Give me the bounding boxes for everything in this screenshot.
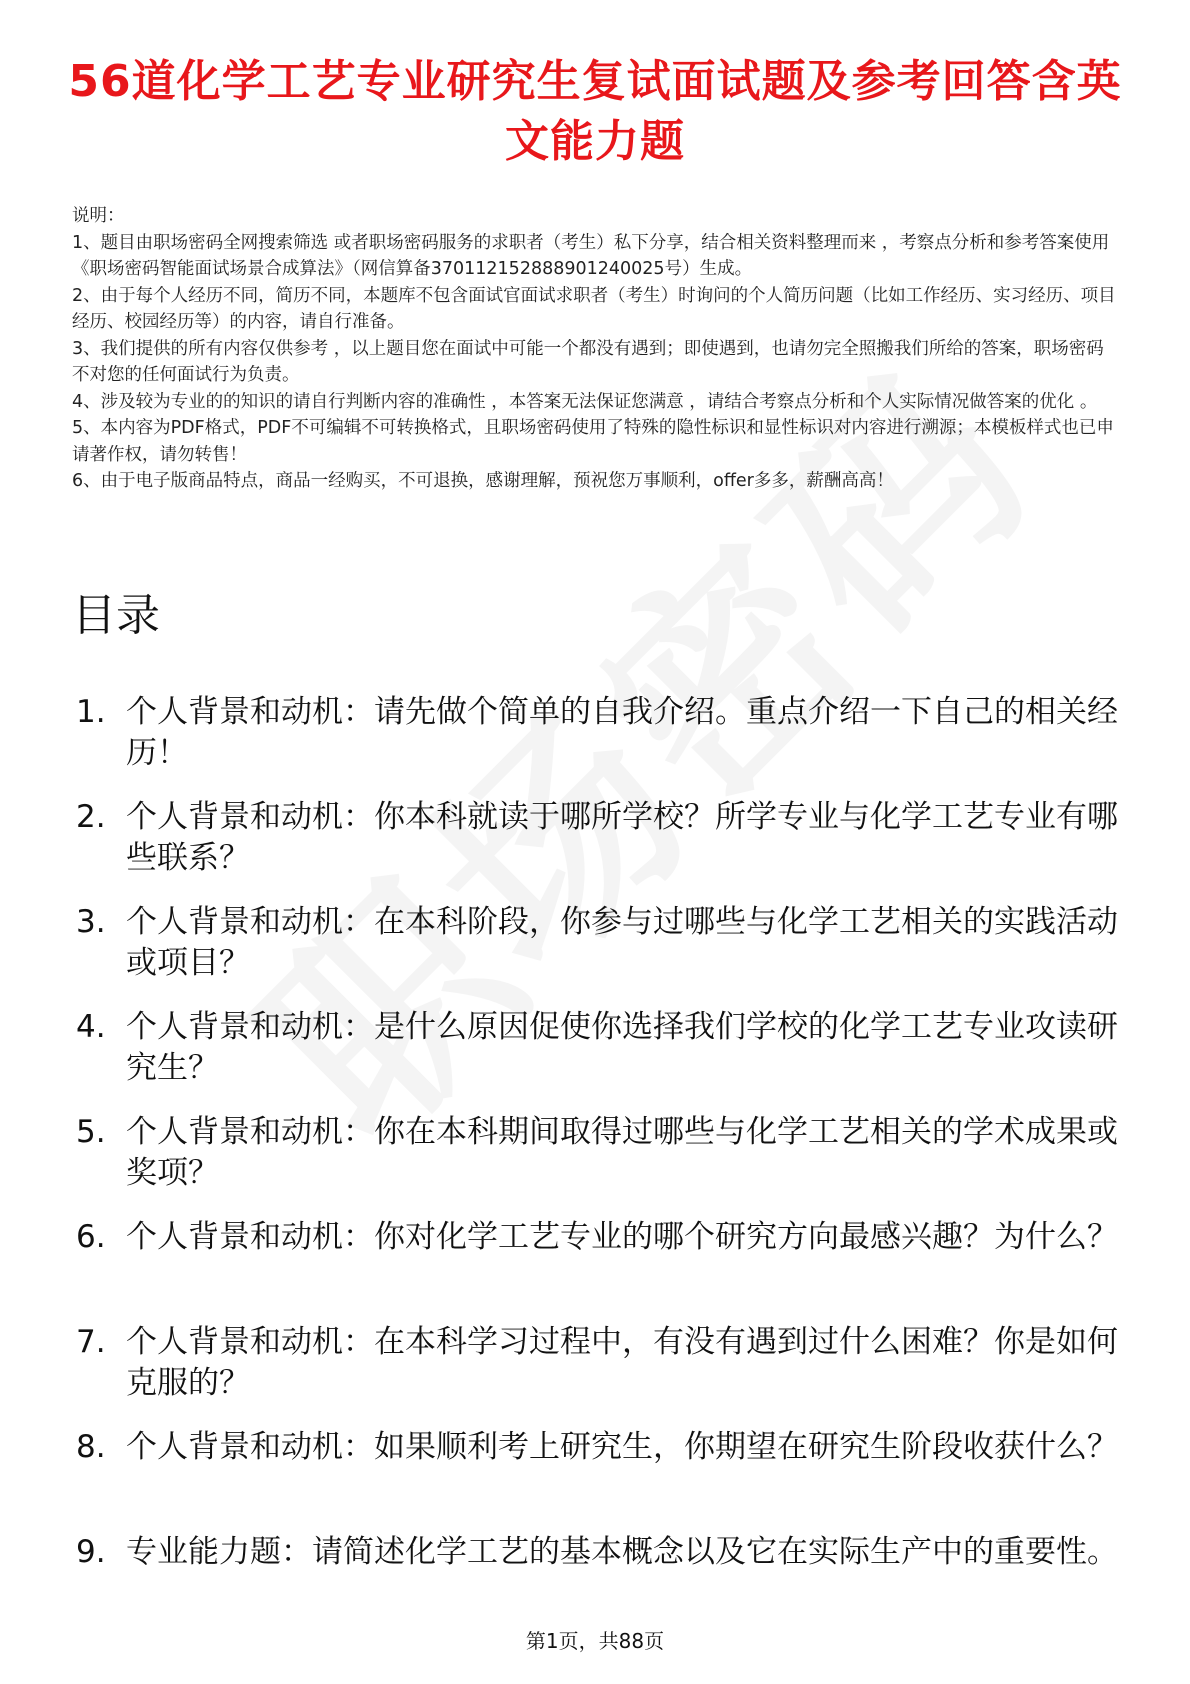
toc-item-text: 个人背景和动机：你在本科期间取得过哪些与化学工艺相关的学术成果或奖项？: [126, 1114, 1118, 1191]
toc-item[interactable]: [72, 902, 1122, 1007]
toc-item-text: 专业能力题：请简述化学工艺的基本概念以及它在实际生产中的重要性。: [126, 1534, 1118, 1570]
toc-list: [72, 692, 1122, 1637]
toc-item-number: 3.: [76, 904, 106, 940]
toc-item-text: 个人背景和动机：是什么原因促使你选择我们学校的化学工艺专业攻读研究生？: [126, 1009, 1118, 1086]
toc-item[interactable]: [72, 1532, 1122, 1637]
notes-heading: 说明：: [72, 206, 125, 226]
toc-item-number: 1.: [76, 694, 106, 730]
toc-item[interactable]: [72, 1112, 1122, 1217]
toc-item-number: 4.: [76, 1009, 106, 1045]
toc-item-number: 9.: [76, 1534, 106, 1570]
toc-item-text: 个人背景和动机：如果顺利考上研究生，你期望在研究生阶段收获什么？: [126, 1429, 1118, 1465]
toc-heading: 目录: [72, 590, 160, 641]
notes-section: [72, 203, 1120, 495]
note-item: 2、由于每个人经历不同，简历不同，本题库不包含面试官面试求职者（考生）时询问的个人简历问题（比如工作经历、实习经历、项目经历、校园经历等）的内容，请自行准备。: [72, 285, 1116, 332]
note-item: 3、我们提供的所有内容仅供参考 ，以上题目您在面试中可能一个都没有遇到；即使遇到，也请勿完全照搬我们所给的答案，职场密码不对您的任何面试行为负责。: [72, 338, 1104, 385]
note-item: 6、由于电子版商品特点，商品一经购买，不可退换，感谢理解，预祝您万事顺利，offer多多，薪酬高高！: [72, 471, 894, 491]
note-item: 4、涉及较为专业的的知识的请自行判断内容的准确性 ，本答案无法保证您满意 ，请结合考察点分析和个人实际情况做答案的优化 。: [72, 391, 1098, 412]
toc-item-number: 5.: [76, 1114, 106, 1150]
toc-item[interactable]: [72, 797, 1122, 902]
toc-item-number: 6.: [76, 1219, 106, 1255]
toc-item-text: 个人背景和动机：请先做个简单的自我介绍。重点介绍一下自己的相关经历！: [126, 694, 1118, 771]
toc-item[interactable]: [72, 692, 1122, 797]
note-item: 1、题目由职场密码全网搜索筛选 或者职场密码服务的求职者（考生）私下分享，结合相关资料整理而来 ，考察点分析和参考答案使用《职场密码智能面试场景合成算法》（网信算备370112152888901240025号）生成。: [72, 232, 1110, 279]
toc-item[interactable]: [72, 1007, 1122, 1112]
note-item: 5、本内容为PDF格式，PDF不可编辑不可转换格式，且职场密码使用了特殊的隐性标识和显性标识对内容进行溯源；本模板样式也已申请著作权，请勿转售！: [72, 418, 1114, 465]
toc-item[interactable]: [72, 1322, 1122, 1427]
toc-item-text: 个人背景和动机：你对化学工艺专业的哪个研究方向最感兴趣？为什么？: [126, 1219, 1118, 1255]
toc-item-text: 个人背景和动机：你本科就读于哪所学校？所学专业与化学工艺专业有哪些联系？: [126, 799, 1118, 876]
toc-item-number: 7.: [76, 1324, 106, 1360]
page-footer: 第1页，共88页: [525, 1629, 665, 1653]
toc-item[interactable]: [72, 1217, 1122, 1322]
toc-item-text: 个人背景和动机：在本科阶段，你参与过哪些与化学工艺相关的实践活动或项目？: [126, 904, 1118, 981]
document-title: 56道化学工艺专业研究生复试面试题及参考回答含英文能力题: [68, 56, 1122, 167]
toc-item-number: 2.: [76, 799, 106, 835]
toc-item-number: 8.: [76, 1429, 106, 1465]
toc-item-text: 个人背景和动机：在本科学习过程中，有没有遇到过什么困难？你是如何克服的？: [126, 1324, 1118, 1401]
toc-item[interactable]: [72, 1427, 1122, 1532]
